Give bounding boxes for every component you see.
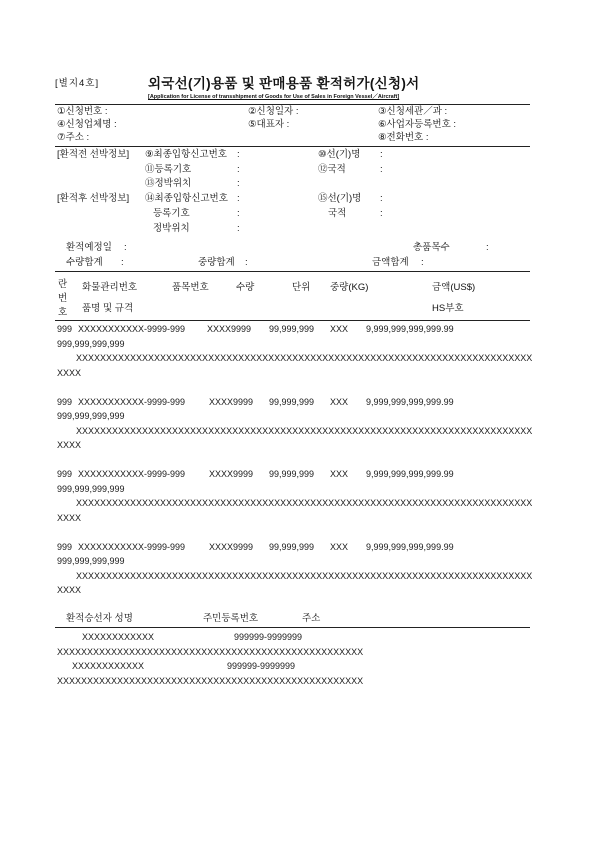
item-amount: 999,999,999,999: [57, 556, 125, 566]
item-cargo-number: XXXXXXXXXXX-9999-999: [78, 396, 186, 407]
item-product-number: XXXX9999: [209, 396, 254, 407]
item-quantity: 99,999,999: [269, 396, 315, 407]
company-name-label: ④신청업체명 :: [57, 119, 117, 130]
before-arrival-report-label: ⑨최종입항신고번호: [145, 149, 227, 160]
before-berth-label: ⑬정박위치: [145, 178, 192, 189]
crew-address: XXXXXXXXXXXXXXXXXXXXXXXXXXXXXXXXXXXXXXXXXXXXXXXXXXX: [57, 675, 364, 686]
weight-header: 중량(KG): [330, 282, 369, 293]
crew-address: XXXXXXXXXXXXXXXXXXXXXXXXXXXXXXXXXXXXXXXXXXXXXXXXXXX: [57, 646, 364, 657]
item-row-number: 999: [57, 324, 73, 334]
separator-colon: :: [380, 149, 383, 160]
before-registration-label: ⑪등록기호: [145, 164, 192, 175]
divider: [55, 320, 530, 321]
row-number-header: 란번호: [58, 279, 68, 318]
before-nationality-label: ⑫국적: [318, 164, 346, 175]
item-weight: 9,999,999,999,999.99: [366, 324, 454, 334]
phone-label: ⑧전화번호 :: [378, 132, 429, 143]
divider: [55, 271, 530, 272]
vessel-after-section-title: [환적후 선박정보]: [57, 193, 130, 204]
crew-name-header: 환적승선자 성명: [66, 613, 133, 624]
separator-colon: :: [380, 193, 383, 204]
item-number-header: 품목번호: [172, 282, 209, 293]
item-description: XXXXXXXXXXXXXXXXXXXXXXXXXXXXXXXXXXXXXXXXXXXXXXXXXXXXXXXXXXXXXXXXXXXXXXXXXXXXXXXX: [57, 498, 533, 523]
after-vessel-name-label: ⑮선(기)명: [318, 193, 362, 204]
separator-colon: :: [237, 223, 240, 234]
amount-header: 금액(US$): [432, 282, 476, 293]
crew-address-header: 주소: [302, 613, 321, 624]
separator-colon: :: [245, 257, 248, 268]
separator-colon: :: [124, 242, 127, 253]
after-arrival-report-label: ⑭최종입항신고번호: [145, 193, 228, 204]
item-amount: 999,999,999,999: [57, 338, 125, 349]
item-description: XXXXXXXXXXXXXXXXXXXXXXXXXXXXXXXXXXXXXXXXXXXXXXXXXXXXXXXXXXXXXXXXXXXXXXXXXXXXXXXX: [57, 353, 533, 378]
item-row-number: 999: [57, 396, 73, 407]
crew-id-header: 주민등록번호: [203, 613, 259, 624]
form-title: 외국선(기)용품 및 판매용품 환적허가(신청)서: [148, 76, 420, 91]
form-subtitle: [Application for License of transshipment of Goods for Use of Sales in Foreign Vessel／Aircraft]: [148, 94, 400, 100]
separator-colon: :: [237, 149, 240, 160]
crew-id-number: 999999-9999999: [234, 631, 303, 642]
cargo-number-header: 화물관리번호: [82, 282, 138, 293]
amount-total-label: 금액합계: [372, 257, 409, 268]
item-cargo-number: XXXXXXXXXXX-9999-999: [78, 469, 186, 479]
item-product-number: XXXX9999: [209, 541, 254, 552]
separator-colon: :: [380, 208, 383, 219]
item-description: XXXXXXXXXXXXXXXXXXXXXXXXXXXXXXXXXXXXXXXXXXXXXXXXXXXXXXXXXXXXXXXXXXXXXXXXXXXXXXXX: [57, 570, 533, 595]
item-unit: XXX: [330, 324, 349, 334]
item-row-number: 999: [57, 469, 73, 479]
address-label: ⑦주소 :: [57, 132, 90, 143]
quantity-header: 수량: [236, 282, 255, 293]
before-vessel-name-label: ⑩선(기)명: [318, 149, 361, 160]
item-amount: 999,999,999,999: [57, 411, 125, 421]
item-count-label: 총품목수: [413, 242, 450, 253]
separator-colon: :: [380, 164, 383, 175]
divider: [55, 146, 530, 147]
crew-name: XXXXXXXXXXXX: [72, 660, 145, 671]
vessel-before-section-title: [환적전 선박정보]: [57, 149, 130, 160]
item-block: [0, 395, 595, 468]
item-row-number: 999: [57, 541, 73, 552]
item-product-number: XXXX9999: [209, 469, 254, 479]
separator-colon: :: [237, 178, 240, 189]
quantity-total-label: 수량합계: [66, 257, 103, 268]
crew-name: XXXXXXXXXXXX: [82, 631, 155, 642]
item-product-number: XXXX9999: [207, 324, 252, 334]
separator-colon: :: [237, 193, 240, 204]
item-block: [0, 540, 595, 613]
scheduled-date-label: 환적예정일: [66, 242, 112, 253]
item-description: XXXXXXXXXXXXXXXXXXXXXXXXXXXXXXXXXXXXXXXXXXXXXXXXXXXXXXXXXXXXXXXXXXXXXXXXXXXXXXXX: [57, 425, 533, 450]
crew-id-number: 999999-9999999: [227, 660, 296, 671]
separator-colon: :: [237, 164, 240, 175]
representative-label: ⑤대표자 :: [248, 119, 290, 130]
item-quantity: 99,999,999: [269, 469, 315, 479]
item-unit: XXX: [330, 396, 349, 407]
item-unit: XXX: [330, 541, 349, 552]
description-header: 품명 및 규격: [82, 303, 134, 314]
after-registration-label: 등록기호: [153, 208, 190, 219]
after-berth-label: 정박위치: [153, 223, 190, 234]
item-unit: XXX: [330, 469, 349, 479]
item-cargo-number: XXXXXXXXXXX-9999-999: [78, 324, 186, 334]
form-number: [별지4호]: [55, 78, 100, 89]
unit-header: 단위: [292, 282, 311, 293]
separator-colon: :: [121, 257, 124, 268]
item-block: [0, 467, 595, 540]
hs-code-header: HS부호: [432, 303, 464, 314]
application-number-label: ①신청번호 :: [57, 106, 108, 117]
item-cargo-number: XXXXXXXXXXX-9999-999: [78, 541, 186, 552]
separator-colon: :: [237, 208, 240, 219]
application-date-label: ②신청일자 :: [248, 106, 299, 117]
business-registration-label: ⑥사업자등록번호 :: [378, 119, 457, 130]
item-quantity: 99,999,999: [269, 541, 315, 552]
divider: [55, 104, 530, 105]
item-quantity: 99,999,999: [269, 324, 315, 334]
item-weight: 9,999,999,999,999.99: [366, 469, 454, 479]
item-block: [0, 322, 595, 395]
item-amount: 999,999,999,999: [57, 483, 125, 494]
customs-office-label: ③신청세관／과 :: [378, 106, 448, 117]
divider: [55, 627, 530, 628]
item-weight: 9,999,999,999,999.99: [366, 396, 454, 407]
weight-total-label: 중량합계: [198, 257, 235, 268]
separator-colon: :: [421, 257, 424, 268]
item-weight: 9,999,999,999,999.99: [366, 541, 454, 552]
separator-colon: :: [486, 242, 489, 253]
after-nationality-label: 국적: [328, 208, 347, 219]
